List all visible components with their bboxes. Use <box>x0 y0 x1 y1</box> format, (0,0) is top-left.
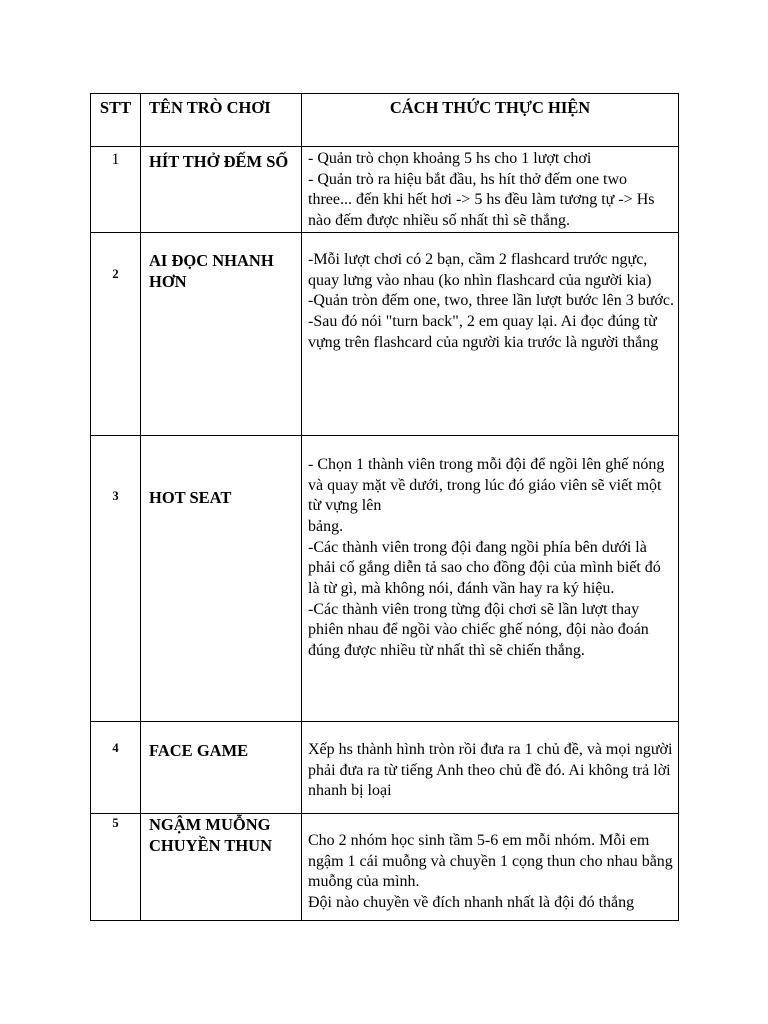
description-line: - Quản trò ra hiệu bắt đầu, hs hít thở đếm one two three... đến khi hết hơi -> 5 hs đều làm tương tự -> Hs nào đếm được nhiều số nhất thì sẽ thắng. <box>308 170 655 230</box>
description-line: -Sau đó nói "turn back", 2 em quay lại. Ai đọc đúng từ vựng trên flashcard của người kia trước là người thắng <box>308 312 659 351</box>
row-description <box>302 721 679 813</box>
games-table <box>90 93 679 921</box>
header-method-label: CÁCH THỨC THỰC HIỆN <box>389 98 591 117</box>
description-line: -Mỗi lượt chơi có 2 bạn, cầm 2 flashcard trước ngực, quay lưng vào nhau (ko nhìn flashcard của người kia) <box>308 250 652 289</box>
row-name <box>141 232 302 435</box>
header-name-label: TÊN TRÒ CHƠI <box>149 98 271 117</box>
row-name <box>141 721 302 813</box>
row-name-value: HOT SEAT <box>149 487 232 507</box>
row-stt <box>91 147 141 233</box>
row-name <box>141 147 302 233</box>
row-stt <box>91 232 141 435</box>
description-line: -Các thành viên trong từng đội chơi sẽ lần lượt thay phiên nhau để ngồi vào chiếc ghế nóng, đội nào đoán đúng được nhiều từ nhất thì sẽ chiến thắng. <box>308 600 649 660</box>
row-stt <box>91 813 141 920</box>
row-name <box>141 435 302 721</box>
description-line: Cho 2 nhóm học sinh tầm 5-6 em mỗi nhóm. Mỗi em ngậm 1 cái muỗng và chuyền 1 cọng thun cho nhau bằng muỗng của mình. <box>308 831 673 891</box>
row-stt-value: 2 <box>112 266 119 281</box>
row-stt <box>91 435 141 721</box>
row-name-value: AI ĐỌC NHANH HƠN <box>149 250 274 291</box>
table-row <box>91 147 679 233</box>
description-line: -Các thành viên trong đội đang ngồi phía bên dưới là phải cố gắng diễn tả sao cho đồng đội của mình biết đó là từ gì, mà không nói, đánh vần hay ra ký hiệu. <box>308 538 661 598</box>
row-description <box>302 435 679 721</box>
table-row <box>91 813 679 920</box>
description-line: bảng. <box>308 517 344 535</box>
header-stt <box>91 94 141 147</box>
header-stt-label: STT <box>99 98 132 117</box>
row-name-value: HÍT THỞ ĐẾM SỐ <box>149 152 289 171</box>
table-header-row <box>91 94 679 147</box>
table-row <box>91 721 679 813</box>
row-stt-value: 3 <box>112 488 119 503</box>
row-name-value: NGẬM MUỖNG CHUYỀN THUN <box>149 814 273 855</box>
row-description <box>302 813 679 920</box>
row-stt-value: 1 <box>111 151 120 168</box>
description-line: - Quản trò chọn khoảng 5 hs cho 1 lượt chơi <box>308 150 592 167</box>
description-line: Đội nào chuyền về đích nhanh nhất là đội đó thắng <box>308 893 635 911</box>
row-description <box>302 232 679 435</box>
header-method <box>302 94 679 147</box>
row-stt-value: 4 <box>112 740 119 755</box>
row-stt <box>91 721 141 813</box>
row-name <box>141 813 302 920</box>
row-description <box>302 147 679 233</box>
description-line: -Quản tròn đếm one, two, three lần lượt bước lên 3 bước. <box>308 292 674 310</box>
description-line: - Chọn 1 thành viên trong mỗi đội để ngồi lên ghế nóng và quay mặt về dưới, trong lúc đó giáo viên sẽ viết một từ vựng lên <box>308 455 665 515</box>
table-row <box>91 435 679 721</box>
table-row <box>91 232 679 435</box>
row-name-value: FACE GAME <box>149 740 249 760</box>
header-name <box>141 94 302 147</box>
row-stt-value: 5 <box>112 815 119 830</box>
description-line: Xếp hs thành hình tròn rồi đưa ra 1 chủ đề, và mọi người phải đưa ra từ tiếng Anh theo chủ đề đó. Ai không trả lời nhanh bị loại <box>308 740 673 800</box>
